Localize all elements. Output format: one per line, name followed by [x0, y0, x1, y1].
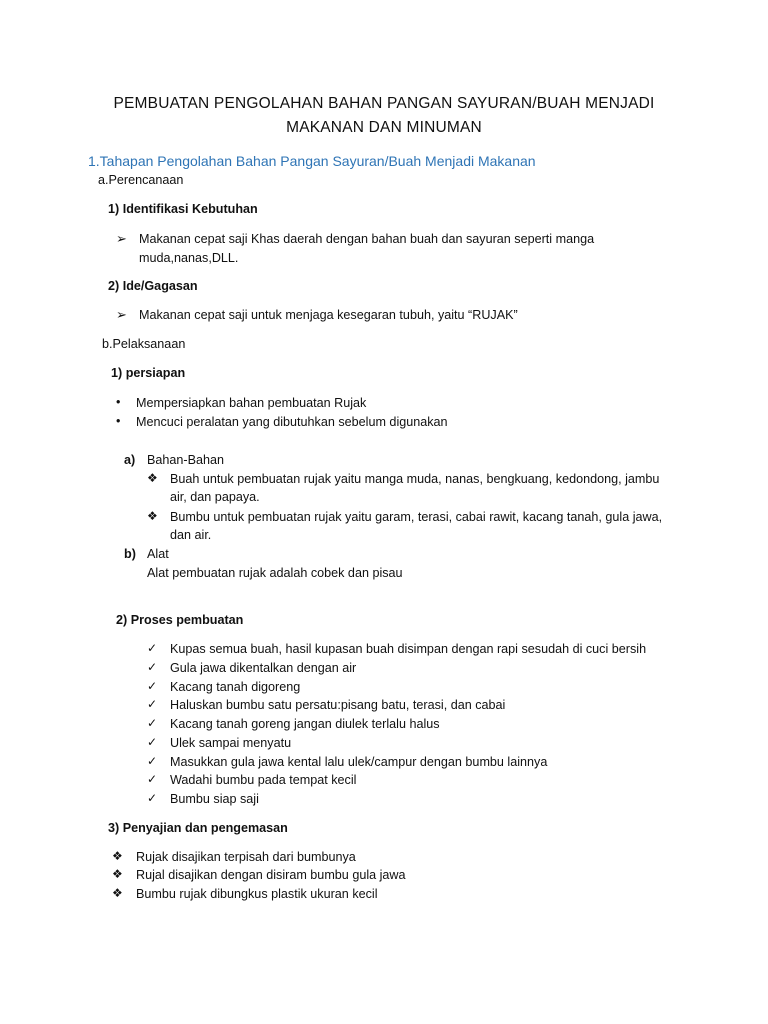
persiapan-heading: 1) persiapan — [111, 366, 186, 380]
diamond-bullet-icon: ❖ — [147, 509, 158, 523]
perencanaan-label: a.Perencanaan — [98, 173, 184, 187]
alat-text: Alat pembuatan rujak adalah cobek dan pisau — [147, 566, 403, 580]
diamond-bullet-icon: ❖ — [112, 867, 123, 881]
check-bullet-icon: ✓ — [147, 716, 158, 730]
proses-step: Kacang tanah digoreng — [170, 680, 301, 694]
penyajian-item: Rujal disajikan dengan disiram bumbu gula jawa — [136, 868, 406, 882]
section-1-heading: 1.Tahapan Pengolahan Bahan Pangan Sayuran/Buah Menjadi Makanan — [88, 153, 536, 169]
proses-step: Haluskan bumbu satu persatu:pisang batu, terasi, dan cabai — [170, 698, 506, 712]
check-bullet-icon: ✓ — [147, 735, 158, 749]
bahan-item-1-line-2: air, dan papaya. — [170, 490, 260, 504]
proses-step: Ulek sampai menyatu — [170, 736, 292, 750]
persiapan-bullet-2: Mencuci peralatan yang dibutuhkan sebelum digunakan — [136, 415, 448, 429]
check-bullet-icon: ✓ — [147, 679, 158, 693]
bahan-label: Bahan-Bahan — [147, 453, 225, 467]
bahan-item-2-line-2: dan air. — [170, 528, 212, 542]
bahan-marker: a) — [124, 453, 136, 467]
diamond-bullet-icon: ❖ — [112, 849, 123, 863]
check-bullet-icon: ✓ — [147, 772, 158, 786]
alat-marker: b) — [124, 547, 136, 561]
ide-heading: 2) Ide/Gagasan — [108, 279, 198, 293]
proses-step: Kacang tanah goreng jangan diulek terlalu halus — [170, 717, 440, 731]
arrow-bullet-icon: ➢ — [116, 231, 127, 246]
pelaksanaan-label: b.Pelaksanaan — [102, 337, 186, 351]
dot-bullet-icon: • — [116, 395, 121, 409]
identifikasi-item-line-1: Makanan cepat saji Khas daerah dengan bahan buah dan sayuran seperti manga — [139, 232, 595, 246]
persiapan-bullet-1: Mempersiapkan bahan pembuatan Rujak — [136, 396, 367, 410]
check-bullet-icon: ✓ — [147, 754, 158, 768]
proses-step: Kupas semua buah, hasil kupasan buah disimpan dengan rapi sesudah di cuci bersih — [170, 642, 647, 656]
penyajian-item: Rujak disajikan terpisah dari bumbunya — [136, 850, 356, 864]
proses-step: Gula jawa dikentalkan dengan air — [170, 661, 357, 675]
dot-bullet-icon: • — [116, 414, 121, 428]
check-bullet-icon: ✓ — [147, 641, 158, 655]
arrow-bullet-icon: ➢ — [116, 307, 127, 322]
bahan-item-1-line-1: Buah untuk pembuatan rujak yaitu manga muda, nanas, bengkuang, kedondong, jambu — [170, 472, 660, 486]
title-line-1: PEMBUATAN PENGOLAHAN BAHAN PANGAN SAYURAN/BUAH MENJADI — [113, 95, 655, 112]
bahan-item-2-line-1: Bumbu untuk pembuatan rujak yaitu garam, terasi, cabai rawit, kacang tanah, gula jawa, — [170, 510, 663, 524]
proses-step: Wadahi bumbu pada tempat kecil — [170, 773, 357, 787]
proses-step: Masukkan gula jawa kental lalu ulek/campur dengan bumbu lainnya — [170, 755, 548, 769]
proses-heading: 2) Proses pembuatan — [116, 613, 244, 627]
identifikasi-item-line-2: muda,nanas,DLL. — [139, 251, 239, 265]
check-bullet-icon: ✓ — [147, 660, 158, 674]
diamond-bullet-icon: ❖ — [112, 886, 123, 900]
ide-item: Makanan cepat saji untuk menjaga kesegaran tubuh, yaitu “RUJAK” — [139, 308, 518, 322]
check-bullet-icon: ✓ — [147, 791, 158, 805]
title-line-2: MAKANAN DAN MINUMAN — [286, 119, 482, 136]
proses-step: Bumbu siap saji — [170, 792, 259, 806]
diamond-bullet-icon: ❖ — [147, 471, 158, 485]
penyajian-heading: 3) Penyajian dan pengemasan — [108, 821, 288, 835]
identifikasi-heading: 1) Identifikasi Kebutuhan — [108, 202, 258, 216]
check-bullet-icon: ✓ — [147, 697, 158, 711]
alat-label: Alat — [147, 547, 169, 561]
penyajian-item: Bumbu rujak dibungkus plastik ukuran kecil — [136, 887, 378, 901]
